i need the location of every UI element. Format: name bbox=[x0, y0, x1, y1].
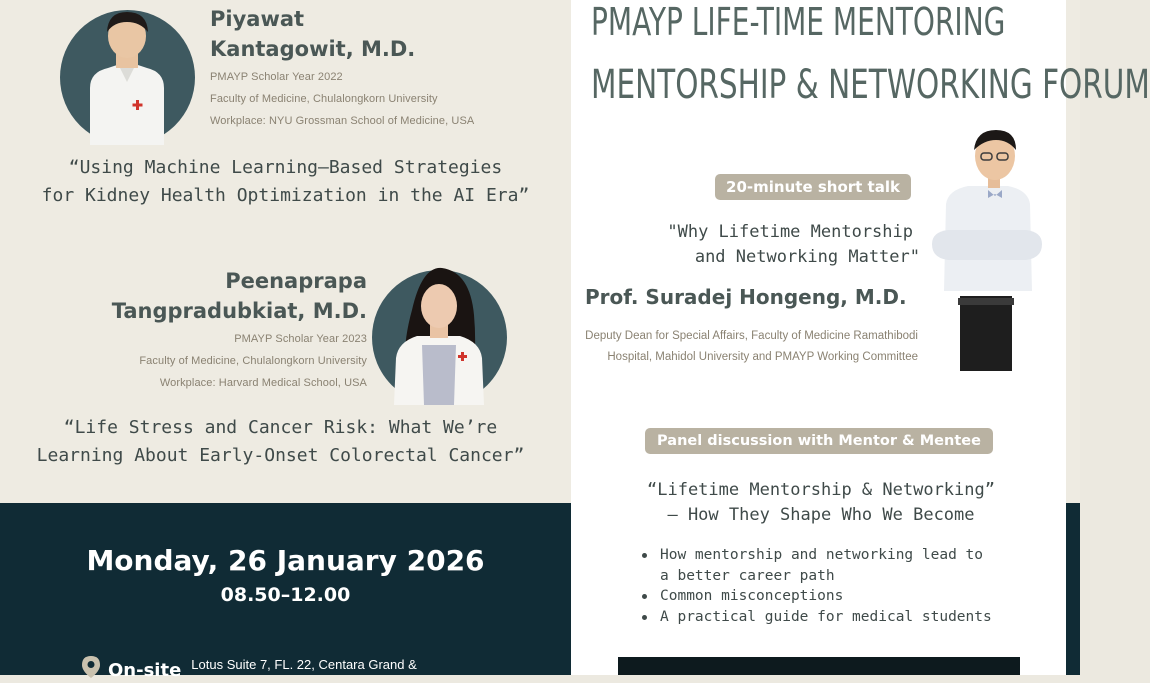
event-time: 08.50–12.00 bbox=[220, 584, 351, 606]
speaker1-name-line2: Kantagowit, M.D. bbox=[210, 37, 416, 61]
forum-title-line2: MENTORSHIP & NETWORKING FORUM bbox=[591, 62, 1150, 108]
panel-topic-item: How mentorship and networking lead to bbox=[640, 545, 992, 566]
onsite-address: Lotus Suite 7, FL. 22, Centara Grand & bbox=[191, 657, 417, 672]
prof-name: Prof. Suradej Hongeng, M.D. bbox=[585, 285, 907, 309]
panel-topic-item-continuation: a better career path bbox=[660, 567, 835, 584]
speaker1-scholar-year: PMAYP Scholar Year 2022 bbox=[210, 71, 343, 83]
panel-topic-item: A practical guide for medical students bbox=[640, 607, 992, 628]
registration-bar bbox=[618, 657, 1020, 675]
short-talk-title-line2: and Networking Matter" bbox=[694, 247, 920, 267]
panel-topic-item: Common misconceptions bbox=[640, 586, 992, 607]
onsite-label: On-site bbox=[108, 660, 182, 681]
speaker2-workplace: Workplace: Harvard Medical School, USA bbox=[159, 377, 367, 389]
speaker1-talk-title-line1: “Using Machine Learning–Based Strategies bbox=[68, 157, 503, 178]
speaker2-name-line2: Tangpradubkiat, M.D. bbox=[111, 299, 367, 323]
panel-topics-list bbox=[640, 545, 992, 627]
speaker1-name-line1: Piyawat bbox=[210, 7, 305, 31]
event-date: Monday, 26 January 2026 bbox=[86, 544, 485, 577]
prof-photo bbox=[930, 126, 1045, 371]
speaker1-workplace: Workplace: NYU Grossman School of Medicine, USA bbox=[210, 115, 475, 127]
forum-title-line1: PMAYP LIFE-TIME MENTORING bbox=[591, 0, 1006, 44]
speaker1-photo bbox=[60, 10, 195, 145]
panel-discussion-badge: Panel discussion with Mentor & Mentee bbox=[645, 428, 993, 454]
short-talk-badge: 20-minute short talk bbox=[715, 174, 911, 200]
speaker2-faculty: Faculty of Medicine, Chulalongkorn University bbox=[139, 355, 367, 367]
speaker2-name-line1: Peenaprapa bbox=[225, 269, 367, 293]
prof-affiliation-line2: Hospital, Mahidol University and PMAYP Working Committee bbox=[607, 351, 918, 363]
location-pin-icon bbox=[82, 656, 100, 683]
prof-affiliation-line1: Deputy Dean for Special Affairs, Faculty of Medicine Ramathibodi bbox=[585, 330, 918, 342]
speaker2-talk-title-line2: Learning About Early-Onset Colorectal Cancer” bbox=[36, 445, 525, 466]
speaker1-faculty: Faculty of Medicine, Chulalongkorn University bbox=[210, 93, 438, 105]
speaker1-talk-title-line2: for Kidney Health Optimization in the AI Era” bbox=[41, 185, 530, 206]
speaker2-photo bbox=[372, 270, 507, 405]
panel-title-line2: – How They Shape Who We Become bbox=[667, 505, 975, 525]
short-talk-title-line1: "Why Lifetime Mentorship bbox=[667, 222, 913, 242]
speaker2-talk-title-line1: “Life Stress and Cancer Risk: What We’re bbox=[63, 417, 498, 438]
speaker2-scholar-year: PMAYP Scholar Year 2023 bbox=[234, 333, 367, 345]
onsite-location bbox=[82, 656, 417, 683]
right-edge-dark bbox=[1066, 503, 1080, 675]
panel-title-line1: “Lifetime Mentorship & Networking” bbox=[647, 480, 995, 500]
